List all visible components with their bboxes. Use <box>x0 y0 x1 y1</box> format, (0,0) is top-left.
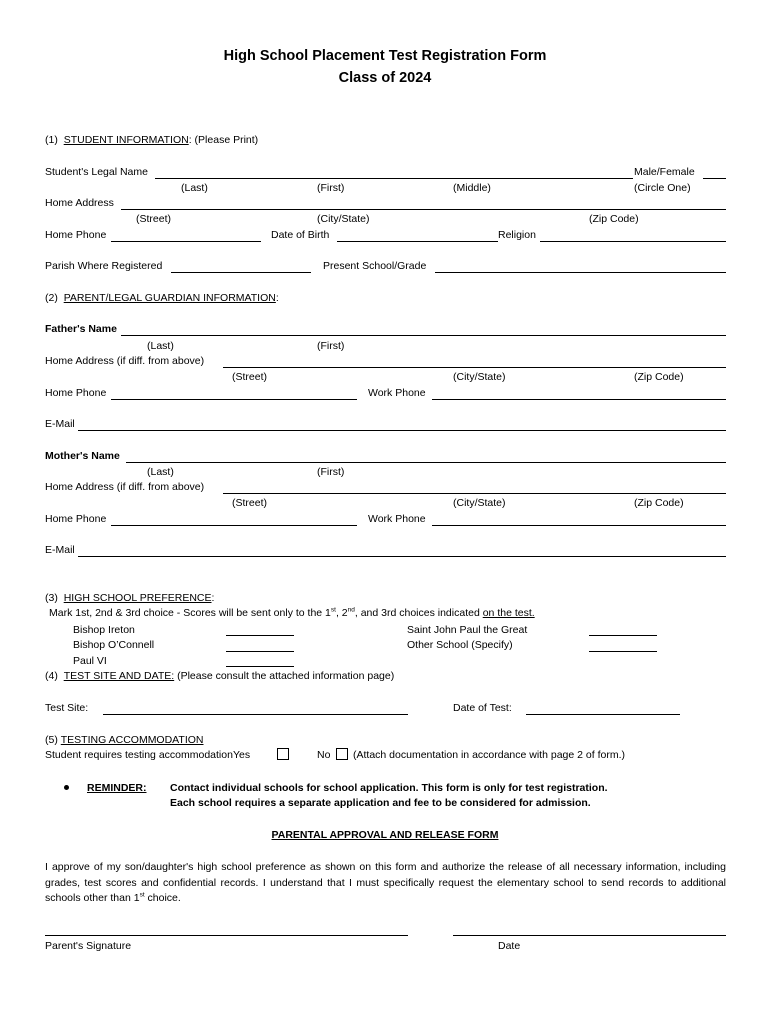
parent-signature-label: Parent's Signature <box>45 940 132 952</box>
form-title: High School Placement Test Registration Form <box>223 48 547 64</box>
student-legal-name-label: Student's Legal Name <box>45 166 148 178</box>
school-bishop-oconnell-choice[interactable] <box>226 651 294 652</box>
date-of-birth-label: Date of Birth <box>271 229 330 241</box>
parent-signature-field[interactable] <box>45 935 408 936</box>
mother-hint-last: (Last) <box>147 466 174 478</box>
father-name-label: Father's Name <box>45 323 117 335</box>
reminder-label: REMINDER: <box>87 782 147 794</box>
school-saint-john-paul-choice[interactable] <box>589 635 657 636</box>
reminder-line-2: Each school requires a separate application and fee to be considered for admission. <box>170 797 591 809</box>
accommodation-question-text: Student requires testing accommodation <box>45 749 233 761</box>
mother-name-field[interactable] <box>126 462 726 463</box>
father-work-phone-label: Work Phone <box>368 387 426 399</box>
section-2-title: PARENT/LEGAL GUARDIAN INFORMATION <box>63 292 276 304</box>
bullet-icon <box>64 785 69 790</box>
section-2-number: (2) <box>45 292 58 304</box>
father-address-label: Home Address (if diff. from above) <box>45 355 205 367</box>
parish-field[interactable] <box>171 272 311 273</box>
accommodation-question <box>45 749 250 762</box>
accommodation-yes-checkbox[interactable] <box>277 748 289 760</box>
accommodation-note: (Attach documentation in accordance with page 2 of form.) <box>353 749 625 761</box>
religion-field[interactable] <box>540 241 726 242</box>
test-site-field[interactable] <box>103 714 408 715</box>
gender-hint: (Circle One) <box>634 182 691 194</box>
approval-heading: PARENTAL APPROVAL AND RELEASE FORM <box>271 829 499 841</box>
approval-paragraph-text: I approve of my son/daughter's high school preference as shown on this form and authorize the release of all necessary information, including grades, test scores and confidential records. I understand that I must specifically request the elementary school to send records to additional schools other than 1 <box>45 861 726 904</box>
instr-part-2: , 2 <box>335 607 348 619</box>
school-saint-john-paul-label: Saint John Paul the Great <box>407 624 528 636</box>
present-school-field[interactable] <box>435 272 726 273</box>
instr-sup-1: st <box>330 606 336 614</box>
section-1-heading <box>45 134 258 147</box>
student-home-address-field[interactable] <box>121 209 726 210</box>
section-1-note: : (Please Print) <box>188 134 259 146</box>
section-3-title: HIGH SCHOOL PREFERENCE <box>63 592 212 604</box>
section-5-title: TESTING ACCOMMODATION <box>60 734 204 746</box>
mother-hint-city: (City/State) <box>453 497 506 509</box>
instr-underlined: on the test. <box>482 607 535 619</box>
accommodation-yes-label: Yes <box>232 749 251 761</box>
school-paul-vi-label: Paul VI <box>73 655 107 667</box>
mother-hint-first: (First) <box>317 466 345 478</box>
father-email-field[interactable] <box>78 430 726 431</box>
school-other-choice[interactable] <box>589 651 657 652</box>
mother-address-label: Home Address (if diff. from above) <box>45 481 205 493</box>
mother-work-phone-label: Work Phone <box>368 513 426 525</box>
date-of-birth-field[interactable] <box>337 241 498 242</box>
father-name-field[interactable] <box>121 335 726 336</box>
test-site-label: Test Site: <box>45 702 89 714</box>
section-3-colon: : <box>211 592 215 604</box>
section-1-number: (1) <box>45 134 58 146</box>
school-bishop-ireton-label: Bishop Ireton <box>73 624 135 636</box>
father-home-phone-label: Home Phone <box>45 387 107 399</box>
approval-paragraph-sup: st <box>139 891 145 899</box>
section-2-heading <box>45 292 279 305</box>
approval-paragraph <box>45 860 726 907</box>
mother-home-phone-field[interactable] <box>111 525 357 526</box>
religion-label: Religion <box>498 229 536 241</box>
signature-date-field[interactable] <box>453 935 726 936</box>
form-subtitle: Class of 2024 <box>338 70 432 86</box>
present-school-label: Present School/Grade <box>323 260 427 272</box>
mother-email-field[interactable] <box>78 556 726 557</box>
gender-label: Male/Female <box>634 166 695 178</box>
approval-paragraph-end: choice. <box>144 892 181 904</box>
school-bishop-oconnell-label: Bishop O’Connell <box>73 639 155 651</box>
gender-field[interactable] <box>703 178 726 179</box>
father-hint-street: (Street) <box>232 371 268 383</box>
student-legal-name-field[interactable] <box>155 178 633 179</box>
accommodation-no-checkbox[interactable] <box>336 748 348 760</box>
section-4-note: (Please consult the attached information page) <box>174 670 395 682</box>
section-1-title: STUDENT INFORMATION <box>63 134 189 146</box>
name-hint-last: (Last) <box>181 182 208 194</box>
test-date-label: Date of Test: <box>453 702 512 714</box>
address-hint-zip: (Zip Code) <box>589 213 639 225</box>
signature-date-label: Date <box>498 940 521 952</box>
student-home-address-label: Home Address <box>45 197 114 209</box>
address-hint-city: (City/State) <box>317 213 370 225</box>
preference-instructions <box>49 607 535 620</box>
instr-part-3: , and 3rd choices indicated <box>354 607 483 619</box>
father-work-phone-field[interactable] <box>432 399 726 400</box>
mother-address-field[interactable] <box>223 493 726 494</box>
school-bishop-ireton-choice[interactable] <box>226 635 294 636</box>
section-4-heading <box>45 670 394 683</box>
section-2-colon: : <box>275 292 279 304</box>
father-home-phone-field[interactable] <box>111 399 357 400</box>
father-address-field[interactable] <box>223 367 726 368</box>
parish-label: Parish Where Registered <box>45 260 163 272</box>
section-4-title: TEST SITE AND DATE: <box>63 670 175 682</box>
address-hint-street: (Street) <box>136 213 172 225</box>
section-4-number: (4) <box>45 670 58 682</box>
section-3-number: (3) <box>45 592 58 604</box>
accommodation-no-label: No <box>317 749 331 761</box>
student-home-phone-label: Home Phone <box>45 229 107 241</box>
mother-email-label: E-Mail <box>45 544 75 556</box>
father-hint-city: (City/State) <box>453 371 506 383</box>
student-home-phone-field[interactable] <box>111 241 261 242</box>
section-3-heading <box>45 592 214 605</box>
name-hint-middle: (Middle) <box>453 182 491 194</box>
name-hint-first: (First) <box>317 182 345 194</box>
mother-hint-zip: (Zip Code) <box>634 497 684 509</box>
reminder-line-1: Contact individual schools for school application. This form is only for test registration. <box>170 782 608 794</box>
section-5-number: (5) <box>45 734 58 746</box>
father-hint-last: (Last) <box>147 340 174 352</box>
test-date-field[interactable] <box>526 714 680 715</box>
school-other-label: Other School (Specify) <box>407 639 513 651</box>
mother-name-label: Mother's Name <box>45 450 120 462</box>
mother-home-phone-label: Home Phone <box>45 513 107 525</box>
school-paul-vi-choice[interactable] <box>226 666 294 667</box>
mother-work-phone-field[interactable] <box>432 525 726 526</box>
instr-sup-2: nd <box>347 606 355 614</box>
section-5-heading <box>45 734 204 747</box>
mother-hint-street: (Street) <box>232 497 268 509</box>
instr-part-1: Mark 1st, 2nd & 3rd choice - Scores will be sent only to the 1 <box>49 607 331 619</box>
father-email-label: E-Mail <box>45 418 75 430</box>
father-hint-zip: (Zip Code) <box>634 371 684 383</box>
father-hint-first: (First) <box>317 340 345 352</box>
